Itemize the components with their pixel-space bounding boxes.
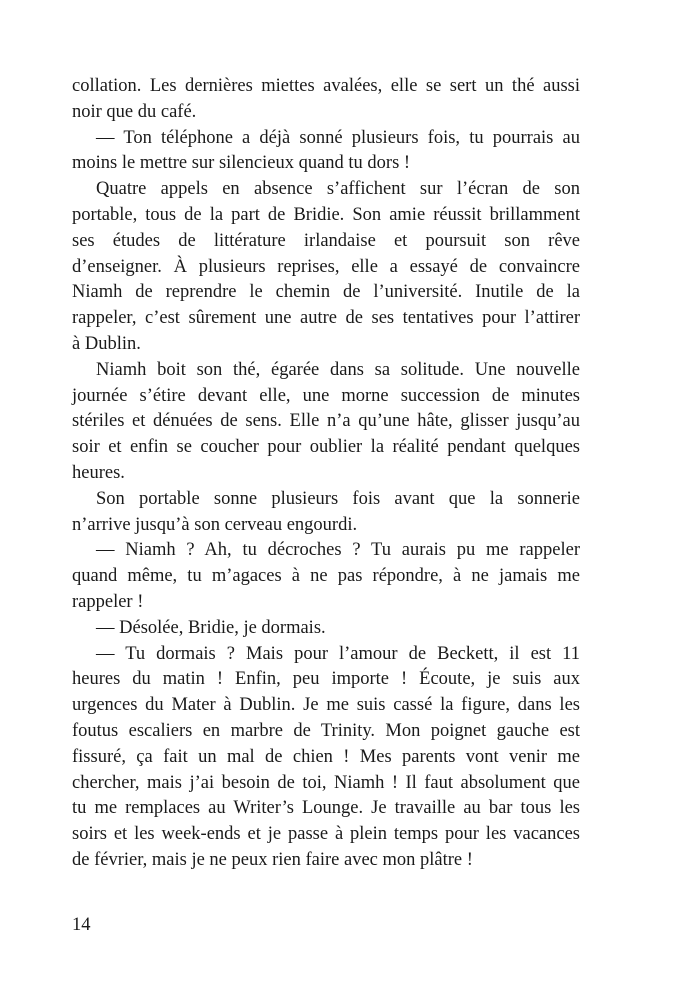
text-line: ses études de littérature irlandaise et poursuit son rêve — [72, 230, 580, 251]
text-line: portable, tous de la part de Bridie. Son amie réussit brillamment — [72, 204, 580, 225]
text-line: Niamh boit son thé, égarée dans sa solitude. Une nouvelle — [96, 359, 580, 380]
paragraph — [72, 126, 580, 178]
text-line: — Tu dormais ? Mais pour l’amour de Beckett, il est 11 — [96, 643, 580, 664]
text-line: rappeler, c’est sûrement une autre de ses tentatives pour l’attirer — [72, 308, 580, 329]
paragraph — [72, 487, 580, 539]
text-line: chercher, mais j’ai besoin de toi, Niamh ! Il faut absolument que — [72, 772, 580, 793]
text-line: noir que du café. — [72, 101, 197, 122]
text-line: heures. — [72, 462, 125, 483]
paragraph — [72, 538, 580, 615]
text-line: de février, mais je ne peux rien faire avec mon plâtre ! — [72, 849, 473, 870]
text-line: stériles et dénuées de sens. Elle n’a qu’une hâte, glisser jusqu’au — [72, 411, 580, 432]
text-line: — Niamh ? Ah, tu décroches ? Tu aurais pu me rappeler — [96, 540, 580, 561]
text-line: rappeler ! — [72, 591, 144, 612]
text-line: heures du matin ! Enfin, peu importe ! Écoute, je suis aux — [72, 669, 580, 690]
text-line: Niamh de reprendre le chemin de l’université. Inutile de la — [72, 282, 580, 303]
page-number: 14 — [72, 915, 91, 935]
text-line: fissuré, ça fait un mal de chien ! Mes parents vont venir me — [72, 746, 580, 767]
text-line: d’enseigner. À plusieurs reprises, elle a essayé de convaincre — [72, 256, 580, 277]
text-line: à Dublin. — [72, 333, 141, 354]
text-line: journée s’étire devant elle, une morne succession de minutes — [72, 385, 580, 406]
text-line: foutus escaliers en marbre de Trinity. Mon poignet gauche est — [72, 720, 580, 741]
text-line: — Ton téléphone a déjà sonné plusieurs fois, tu pourrais au — [96, 127, 580, 148]
text-line: urgences du Mater à Dublin. Je me suis cassé la figure, dans les — [72, 695, 580, 716]
paragraph — [72, 358, 580, 487]
text-line: n’arrive jusqu’à son cerveau engourdi. — [72, 514, 358, 535]
paragraph — [72, 642, 580, 874]
text-line: Son portable sonne plusieurs fois avant que la sonnerie — [96, 488, 580, 509]
text-line: quand même, tu m’agaces à ne pas répondre, à ne jamais me — [72, 566, 580, 587]
text-line: tu me remplaces au Writer’s Lounge. Je travaille au bar tous les — [72, 798, 580, 819]
text-line: soir et enfin se coucher pour oublier la réalité pendant quelques — [72, 437, 580, 458]
text-line: soirs et les week-ends et je passe à plein temps pour les vacances — [72, 824, 580, 845]
paragraph — [72, 616, 580, 642]
text-line: Quatre appels en absence s’affichent sur l’écran de son — [96, 179, 580, 200]
text-line: moins le mettre sur silencieux quand tu dors ! — [72, 153, 411, 174]
body-text — [72, 74, 580, 874]
paragraph — [72, 74, 580, 126]
text-line: — Désolée, Bridie, je dormais. — [96, 617, 326, 638]
text-line: collation. Les dernières miettes avalées, elle se sert un thé aussi — [72, 76, 580, 96]
paragraph — [72, 177, 580, 358]
